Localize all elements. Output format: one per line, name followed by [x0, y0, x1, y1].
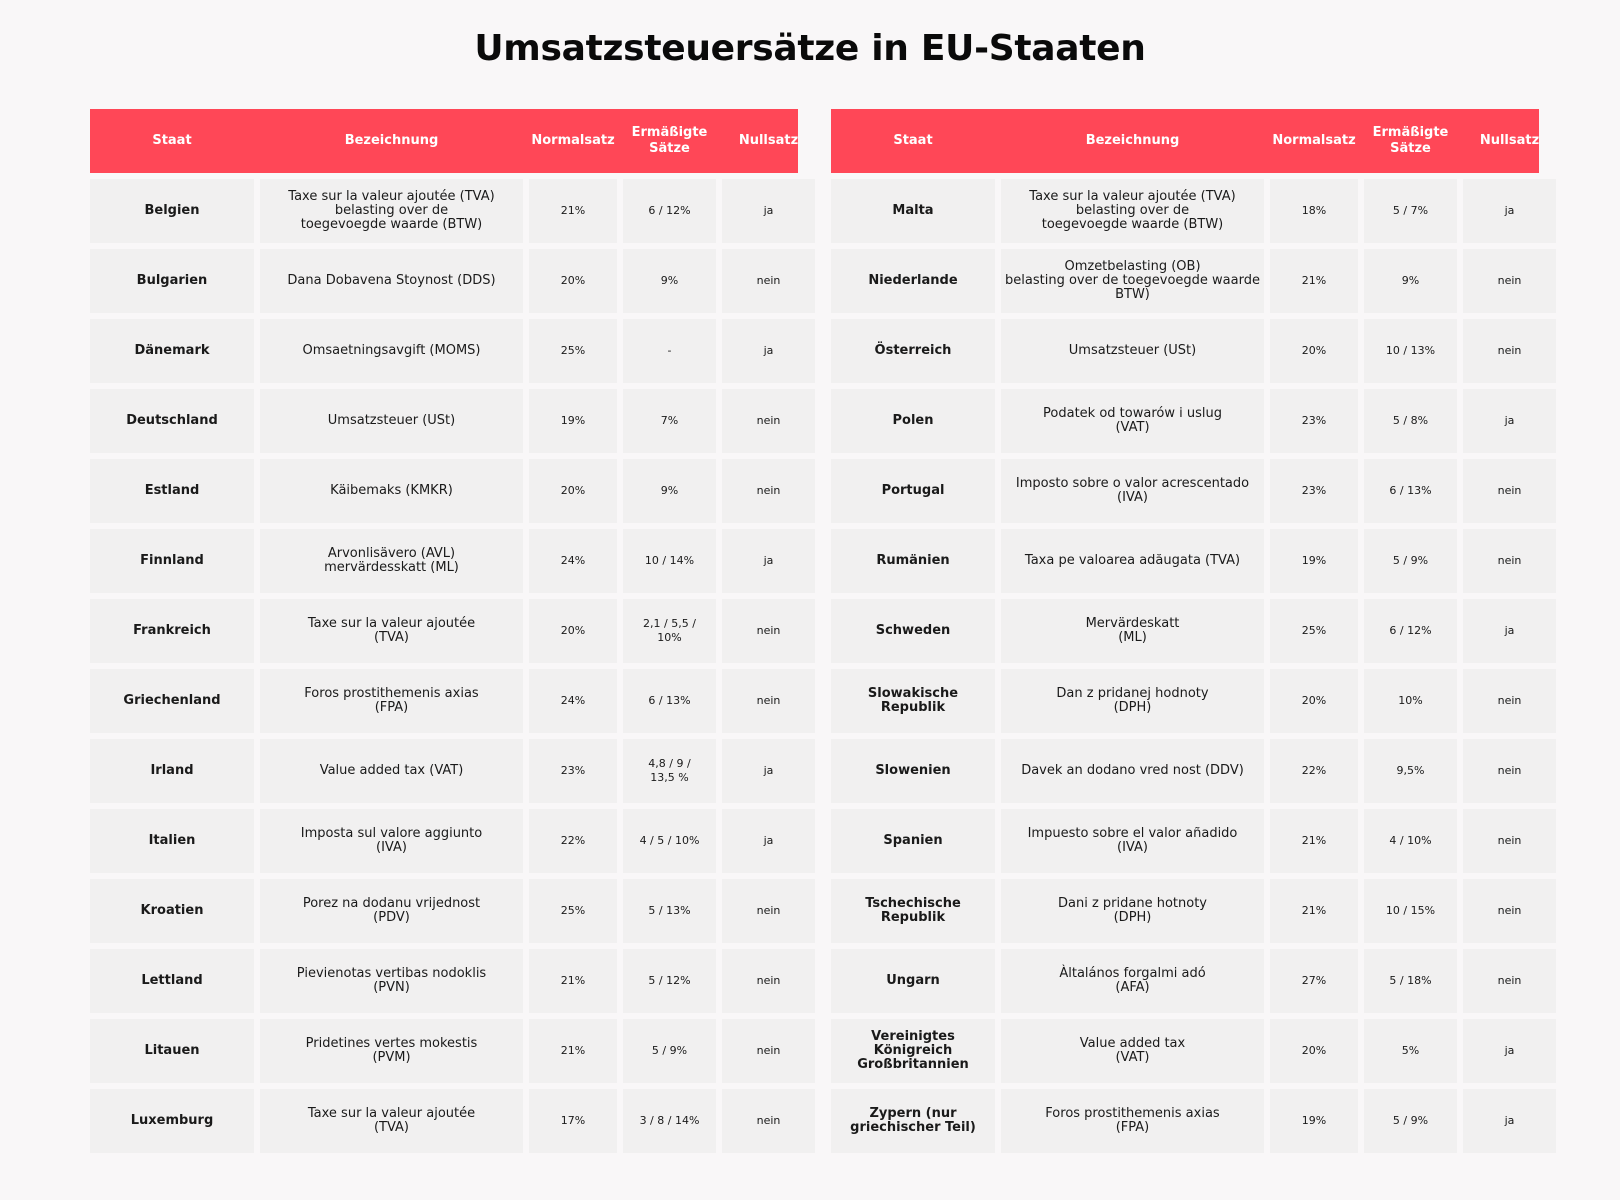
cell-nullsatz: nein [722, 459, 815, 523]
cell-ermaessigte-saetze: 4 / 10% [1364, 809, 1457, 873]
table-header [90, 109, 798, 173]
cell-normalsatz: 23% [1270, 389, 1358, 453]
cell-staat: Schweden [831, 599, 995, 663]
cell-ermaessigte-saetze: - [623, 319, 716, 383]
cell-ermaessigte-saetze: 5 / 7% [1364, 179, 1457, 243]
cell-bezeichnung: Taxe sur la valeur ajoutée (TVA) belasting over de toegevoegde waarde (BTW) [1001, 179, 1264, 243]
table-row [831, 249, 1539, 313]
cell-normalsatz: 19% [529, 389, 617, 453]
cell-bezeichnung: Pievienotas vertibas nodoklis (PVN) [260, 949, 523, 1013]
cell-nullsatz: nein [722, 879, 815, 943]
table-row [90, 879, 798, 943]
table-row [831, 669, 1539, 733]
cell-ermaessigte-saetze: 6 / 12% [623, 179, 716, 243]
table-body [831, 179, 1539, 1153]
header-normalsatz: Normalsatz [531, 133, 615, 148]
cell-normalsatz: 20% [529, 599, 617, 663]
cell-nullsatz: ja [722, 319, 815, 383]
header-staat: Staat [893, 133, 933, 148]
cell-nullsatz: nein [1463, 319, 1556, 383]
cell-nullsatz: nein [1463, 529, 1556, 593]
table-row [90, 1019, 798, 1083]
cell-staat: Luxemburg [90, 1089, 254, 1153]
cell-staat: Ungarn [831, 949, 995, 1013]
cell-ermaessigte-saetze: 9% [1364, 249, 1457, 313]
cell-nullsatz: ja [1463, 389, 1556, 453]
cell-ermaessigte-saetze: 5 / 8% [1364, 389, 1457, 453]
cell-ermaessigte-saetze: 9% [623, 249, 716, 313]
cell-normalsatz: 22% [1270, 739, 1358, 803]
table-row [90, 319, 798, 383]
table-header [831, 109, 1539, 173]
cell-bezeichnung: Pridetines vertes mokestis (PVM) [260, 1019, 523, 1083]
cell-bezeichnung: Dan z pridanej hodnoty (DPH) [1001, 669, 1264, 733]
table-row [90, 1089, 798, 1153]
header-nullsatz: Nullsatz [1479, 133, 1540, 148]
cell-staat: Niederlande [831, 249, 995, 313]
cell-bezeichnung: Imposto sobre o valor acrescentado (IVA) [1001, 459, 1264, 523]
cell-bezeichnung: Value added tax (VAT) [260, 739, 523, 803]
table-row [90, 179, 798, 243]
cell-normalsatz: 18% [1270, 179, 1358, 243]
cell-normalsatz: 19% [1270, 529, 1358, 593]
table-row [831, 319, 1539, 383]
cell-staat: Rumänien [831, 529, 995, 593]
cell-staat: Kroatien [90, 879, 254, 943]
cell-normalsatz: 21% [529, 1019, 617, 1083]
cell-ermaessigte-saetze: 6 / 12% [1364, 599, 1457, 663]
cell-normalsatz: 23% [1270, 459, 1358, 523]
cell-bezeichnung: Podatek od towarów i uslug (VAT) [1001, 389, 1264, 453]
cell-ermaessigte-saetze: 10 / 13% [1364, 319, 1457, 383]
cell-normalsatz: 25% [1270, 599, 1358, 663]
cell-staat: Belgien [90, 179, 254, 243]
cell-staat: Spanien [831, 809, 995, 873]
cell-ermaessigte-saetze: 5 / 9% [623, 1019, 716, 1083]
cell-staat: Slowakische Republik [831, 669, 995, 733]
cell-normalsatz: 20% [529, 249, 617, 313]
cell-bezeichnung: Foros prostithemenis axias (FPA) [260, 669, 523, 733]
cell-nullsatz: nein [722, 1019, 815, 1083]
cell-nullsatz: nein [722, 249, 815, 313]
header-bezeichnung: Bezeichnung [1085, 133, 1180, 148]
table-row [90, 949, 798, 1013]
cell-normalsatz: 20% [1270, 669, 1358, 733]
cell-normalsatz: 25% [529, 319, 617, 383]
cell-bezeichnung: Porez na dodanu vrijednost (PDV) [260, 879, 523, 943]
cell-staat: Dänemark [90, 319, 254, 383]
cell-staat: Polen [831, 389, 995, 453]
cell-normalsatz: 21% [1270, 809, 1358, 873]
cell-ermaessigte-saetze: 10 / 14% [623, 529, 716, 593]
cell-staat: Lettland [90, 949, 254, 1013]
cell-staat: Griechenland [90, 669, 254, 733]
cell-normalsatz: 20% [529, 459, 617, 523]
cell-staat: Estland [90, 459, 254, 523]
cell-ermaessigte-saetze: 5 / 12% [623, 949, 716, 1013]
table-row [90, 809, 798, 873]
table-row [831, 1019, 1539, 1083]
cell-nullsatz: nein [1463, 249, 1556, 313]
cell-staat: Finnland [90, 529, 254, 593]
table-row [90, 459, 798, 523]
cell-nullsatz: nein [1463, 459, 1556, 523]
table-row [831, 1089, 1539, 1153]
cell-staat: Malta [831, 179, 995, 243]
cell-bezeichnung: Dana Dobavena Stoynost (DDS) [260, 249, 523, 313]
cell-nullsatz: ja [1463, 179, 1556, 243]
cell-ermaessigte-saetze: 6 / 13% [1364, 459, 1457, 523]
table-row [831, 529, 1539, 593]
cell-nullsatz: nein [722, 389, 815, 453]
cell-staat: Zypern (nur griechischer Teil) [831, 1089, 995, 1153]
header-staat: Staat [152, 133, 192, 148]
cell-bezeichnung: Omzetbelasting (OB) belasting over de toegevoegde waarde BTW) [1001, 249, 1264, 313]
cell-ermaessigte-saetze: 10 / 15% [1364, 879, 1457, 943]
table-body [90, 179, 798, 1153]
cell-staat: Slowenien [831, 739, 995, 803]
cell-bezeichnung: Impuesto sobre el valor añadido (IVA) [1001, 809, 1264, 873]
table-row [831, 599, 1539, 663]
cell-ermaessigte-saetze: 5 / 18% [1364, 949, 1457, 1013]
cell-staat: Deutschland [90, 389, 254, 453]
cell-ermaessigte-saetze: 3 / 8 / 14% [623, 1089, 716, 1153]
cell-normalsatz: 24% [529, 529, 617, 593]
cell-bezeichnung: Taxe sur la valeur ajoutée (TVA) belasting over de toegevoegde waarde (BTW) [260, 179, 523, 243]
table-row [90, 529, 798, 593]
table-row [831, 179, 1539, 243]
cell-nullsatz: nein [1463, 669, 1556, 733]
cell-normalsatz: 22% [529, 809, 617, 873]
cell-ermaessigte-saetze: 4 / 5 / 10% [623, 809, 716, 873]
cell-nullsatz: ja [722, 739, 815, 803]
cell-nullsatz: nein [1463, 739, 1556, 803]
cell-normalsatz: 21% [1270, 879, 1358, 943]
cell-bezeichnung: Mervärdeskatt (ML) [1001, 599, 1264, 663]
cell-ermaessigte-saetze: 5% [1364, 1019, 1457, 1083]
table-row [90, 669, 798, 733]
cell-staat: Tschechische Republik [831, 879, 995, 943]
cell-normalsatz: 23% [529, 739, 617, 803]
cell-nullsatz: nein [722, 949, 815, 1013]
header-normalsatz: Normalsatz [1272, 133, 1356, 148]
cell-ermaessigte-saetze: 9% [623, 459, 716, 523]
cell-ermaessigte-saetze: 9,5% [1364, 739, 1457, 803]
cell-bezeichnung: Davek an dodano vred nost (DDV) [1001, 739, 1264, 803]
header-ermaessigte-saetze: Ermäßigte Sätze [631, 125, 708, 156]
header-nullsatz: Nullsatz [738, 133, 799, 148]
cell-staat: Frankreich [90, 599, 254, 663]
table-row [90, 599, 798, 663]
header-bezeichnung: Bezeichnung [344, 133, 439, 148]
header-ermaessigte-saetze: Ermäßigte Sätze [1372, 125, 1449, 156]
cell-nullsatz: nein [722, 669, 815, 733]
cell-bezeichnung: Omsaetningsavgift (MOMS) [260, 319, 523, 383]
table-row [831, 949, 1539, 1013]
cell-normalsatz: 20% [1270, 319, 1358, 383]
table-row [831, 389, 1539, 453]
cell-ermaessigte-saetze: 5 / 13% [623, 879, 716, 943]
page-title: Umsatzsteuersätze in EU-Staaten [474, 28, 1146, 69]
cell-normalsatz: 21% [529, 179, 617, 243]
cell-bezeichnung: Käibemaks (KMKR) [260, 459, 523, 523]
table-row [90, 249, 798, 313]
cell-staat: Vereinigtes Königreich Großbritannien [831, 1019, 995, 1083]
cell-bezeichnung: Àltalános forgalmi adó (AFA) [1001, 949, 1264, 1013]
cell-nullsatz: ja [1463, 1089, 1556, 1153]
cell-staat: Irland [90, 739, 254, 803]
cell-bezeichnung: Umsatzsteuer (USt) [260, 389, 523, 453]
cell-normalsatz: 19% [1270, 1089, 1358, 1153]
cell-ermaessigte-saetze: 5 / 9% [1364, 529, 1457, 593]
table-row [90, 389, 798, 453]
cell-nullsatz: nein [1463, 949, 1556, 1013]
vat-table-right [831, 109, 1539, 1159]
cell-normalsatz: 17% [529, 1089, 617, 1153]
cell-bezeichnung: Arvonlisävero (AVL) mervärdesskatt (ML) [260, 529, 523, 593]
cell-normalsatz: 20% [1270, 1019, 1358, 1083]
cell-normalsatz: 25% [529, 879, 617, 943]
cell-normalsatz: 21% [529, 949, 617, 1013]
cell-staat: Litauen [90, 1019, 254, 1083]
cell-bezeichnung: Umsatzsteuer (USt) [1001, 319, 1264, 383]
cell-bezeichnung: Taxe sur la valeur ajoutée (TVA) [260, 599, 523, 663]
cell-nullsatz: ja [1463, 599, 1556, 663]
cell-ermaessigte-saetze: 10% [1364, 669, 1457, 733]
cell-bezeichnung: Taxa pe valoarea adăugata (TVA) [1001, 529, 1264, 593]
table-row [831, 459, 1539, 523]
table-row [831, 879, 1539, 943]
cell-nullsatz: ja [1463, 1019, 1556, 1083]
cell-nullsatz: ja [722, 179, 815, 243]
cell-normalsatz: 27% [1270, 949, 1358, 1013]
cell-bezeichnung: Foros prostithemenis axias (FPA) [1001, 1089, 1264, 1153]
cell-staat: Portugal [831, 459, 995, 523]
cell-ermaessigte-saetze: 7% [623, 389, 716, 453]
table-row [831, 739, 1539, 803]
cell-ermaessigte-saetze: 4,8 / 9 / 13,5 % [623, 739, 716, 803]
cell-ermaessigte-saetze: 2,1 / 5,5 / 10% [623, 599, 716, 663]
table-row [831, 809, 1539, 873]
cell-ermaessigte-saetze: 5 / 9% [1364, 1089, 1457, 1153]
cell-nullsatz: nein [722, 599, 815, 663]
cell-staat: Bulgarien [90, 249, 254, 313]
cell-bezeichnung: Imposta sul valore aggiunto (IVA) [260, 809, 523, 873]
cell-normalsatz: 24% [529, 669, 617, 733]
cell-bezeichnung: Taxe sur la valeur ajoutée (TVA) [260, 1089, 523, 1153]
cell-normalsatz: 21% [1270, 249, 1358, 313]
cell-ermaessigte-saetze: 6 / 13% [623, 669, 716, 733]
cell-staat: Österreich [831, 319, 995, 383]
vat-table-left [90, 109, 798, 1159]
cell-bezeichnung: Dani z pridane hotnoty (DPH) [1001, 879, 1264, 943]
cell-nullsatz: nein [722, 1089, 815, 1153]
cell-staat: Italien [90, 809, 254, 873]
table-row [90, 739, 798, 803]
cell-nullsatz: nein [1463, 809, 1556, 873]
cell-bezeichnung: Value added tax (VAT) [1001, 1019, 1264, 1083]
cell-nullsatz: nein [1463, 879, 1556, 943]
cell-nullsatz: ja [722, 809, 815, 873]
cell-nullsatz: ja [722, 529, 815, 593]
